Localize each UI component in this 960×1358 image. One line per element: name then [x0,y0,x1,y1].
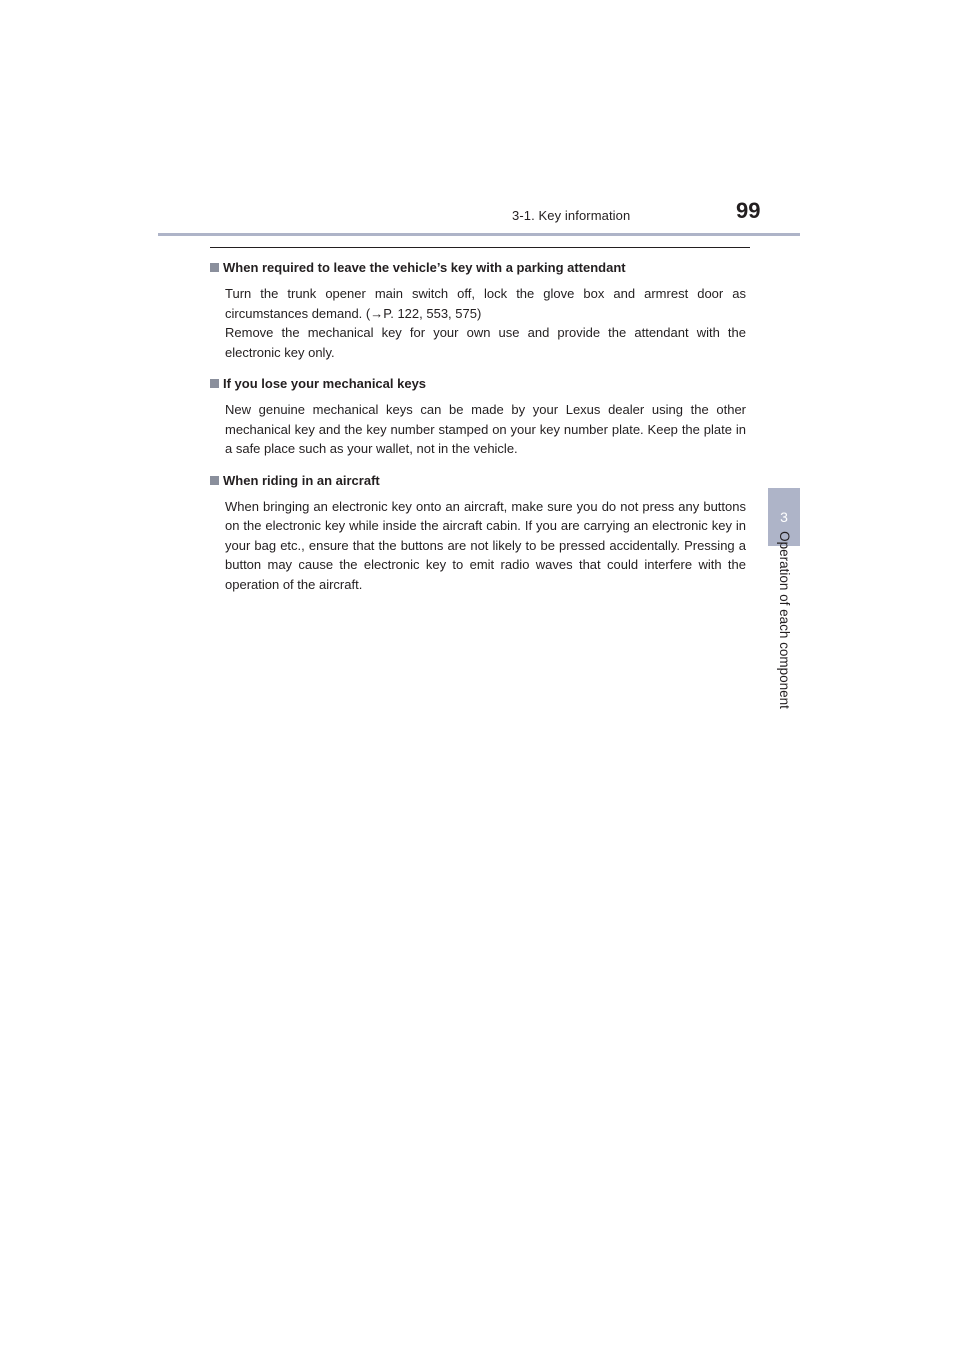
section-aircraft [210,471,746,595]
content-rule [210,247,750,248]
section-title [210,374,746,394]
square-bullet-icon [210,476,219,485]
square-bullet-icon [210,379,219,388]
section-body [225,400,746,459]
section-title-text: When required to leave the vehicle’s key with a parking attendant [223,260,626,275]
section-body [225,284,746,362]
section-lost-keys [210,374,746,459]
paragraph: Turn the trunk opener main switch off, lock the glove box and armrest door as circumstances demand. (→P. 122, 553, 575) [225,286,746,321]
chapter-label: Operation of each component [777,531,792,709]
header-section-title: 3-1. Key information [512,208,631,223]
chapter-number: 3 [780,509,788,525]
header-rule [158,233,800,236]
section-title [210,258,746,278]
content-area [210,258,746,606]
paragraph: Remove the mechanical key for your own use and provide the attendant with the electronic key only. [225,325,746,360]
section-parking-attendant [210,258,746,362]
paragraph: New genuine mechanical keys can be made by your Lexus dealer using the other mechanical key and the key number stamped on your key number plate. Keep the plate in a safe place such as your wallet, not in the vehicle. [225,402,746,456]
paragraph: When bringing an electronic key onto an aircraft, make sure you do not press any buttons on the electronic key while inside the aircraft cabin. If you are carrying an electronic key in your bag etc., ensure that the buttons are not likely to be pressed accidentally. Pressing a button may cause the electronic key to emit radio waves that could interfere with the operation of the aircraft. [225,498,746,592]
square-bullet-icon [210,263,219,272]
section-title-text: When riding in an aircraft [223,472,380,488]
section-body [225,497,746,595]
page-number: 99 [736,198,761,223]
section-title-text: If you lose your mechanical keys [223,376,427,391]
section-title [210,471,746,491]
